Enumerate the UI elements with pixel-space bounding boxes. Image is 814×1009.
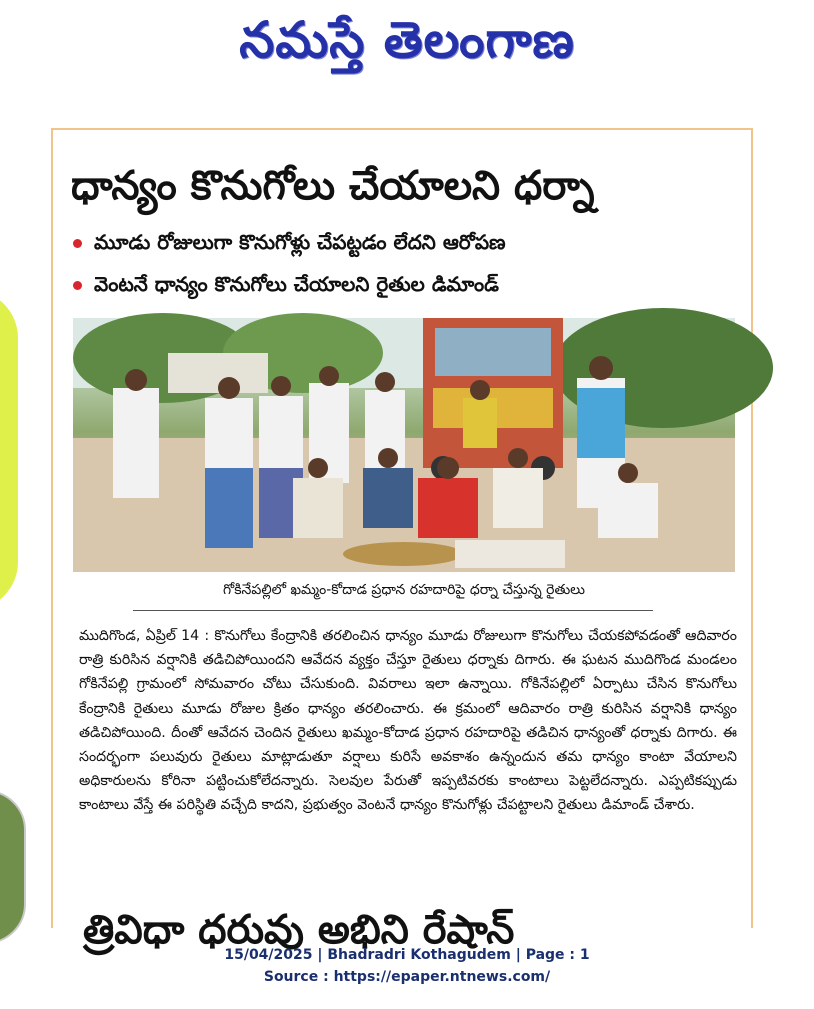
subhead-1-text: మూడు రోజులుగా కొనుగోళ్లు చేపట్టడం లేదని ఆరోపణ [94, 230, 506, 254]
footer-source: Source : https://epaper.ntnews.com/ [263, 969, 551, 985]
article-headline: ధాన్యం కొనుగోలు చేయాలని ధర్నా [71, 163, 595, 209]
photo-caption: గోకినేపల్లిలో ఖమ్మం-కోదాడ ప్రధాన రహదారిపై ధర్నా చేస్తున్న రైతులు [223, 582, 585, 598]
footer-date-edition: 15/04/2025 | Bhadradri Kothagudem | Page : 1 [224, 947, 590, 963]
masthead [0, 0, 814, 80]
subhead-1 [73, 228, 733, 256]
bullet-icon [73, 239, 82, 248]
caption-divider [133, 610, 653, 611]
newspaper-logo: నమస్తే తెలంగాణ [239, 11, 575, 69]
subhead-2 [73, 270, 733, 298]
subhead-2-text: వెంటనే ధాన్యం కొనుగోలు చేయాలని రైతుల డిమాండ్ [94, 272, 499, 296]
photo-illustration [73, 318, 735, 572]
article-photo [73, 318, 735, 572]
side-thumbnail-image [0, 790, 26, 944]
news-article [51, 128, 753, 953]
page-footer [0, 944, 814, 988]
side-decoration [0, 290, 18, 610]
bullet-icon [73, 281, 82, 290]
next-article-headline-cropped: త్రివిధా ధరువు అభిని రేషాన్ [83, 907, 515, 953]
article-body: ముదిగొండ, ఏప్రిల్ 14 : కొనుగోలు కేంద్రానికి తరలించిన ధాన్యం మూడు రోజులుగా కొనుగోలు చేయకపోవడంతో ఆదివారం రాత్రి కురిసిన వర్షానికి తడిచిపోయిందని ఆవేదన వ్యక్తం చేస్తూ రైతులు ధర్నాకు దిగారు. ఈ ఘటన ముదిగొండ మండలం గోకినేపల్లి గ్రామంలో సోమవారం చోటు చేసుకుంది. వివరాలు ఇలా ఉన్నాయి. గోకినేపల్లిలో ఏర్పాటు చేసిన కొనుగోలు కేంద్రానికి రైతులు మూడు రోజుల క్రితం ధాన్యం తరలించారు. ఈ క్రమంలో ఆదివారం రాత్రి కురిసిన వర్షానికి ధాన్యం తడిచిపోయింది. దీంతో ఆవేదన చెందిన రైతులు ఖమ్మం-కోదాడ ప్రధాన రహదారిపై తడిచిన ధాన్యంతో ధర్నాకు దిగారు. ఈ సందర్భంగా పలువురు రైతులు మాట్లాడుతూ వర్షాలు కురిసే అవకాశం ఉన్నందున తమ ధాన్యం కాంటా వేయాలని అధికారులను కోరినా పట్టించుకోలేదన్నారు. సెలవుల పేరుతో ఇప్పటివరకు కాంటాలు పెట్టలేదన్నారు. ఎప్పటికప్పుడు కాంటాలు వేస్తే ఈ పరిస్థితి వచ్చేది కాదని, ప్రభుత్వం వెంటనే ధాన్యం కొనుగోళ్లు చేపట్టాలని రైతులు డిమాండ్ చేశారు. [79, 628, 737, 814]
